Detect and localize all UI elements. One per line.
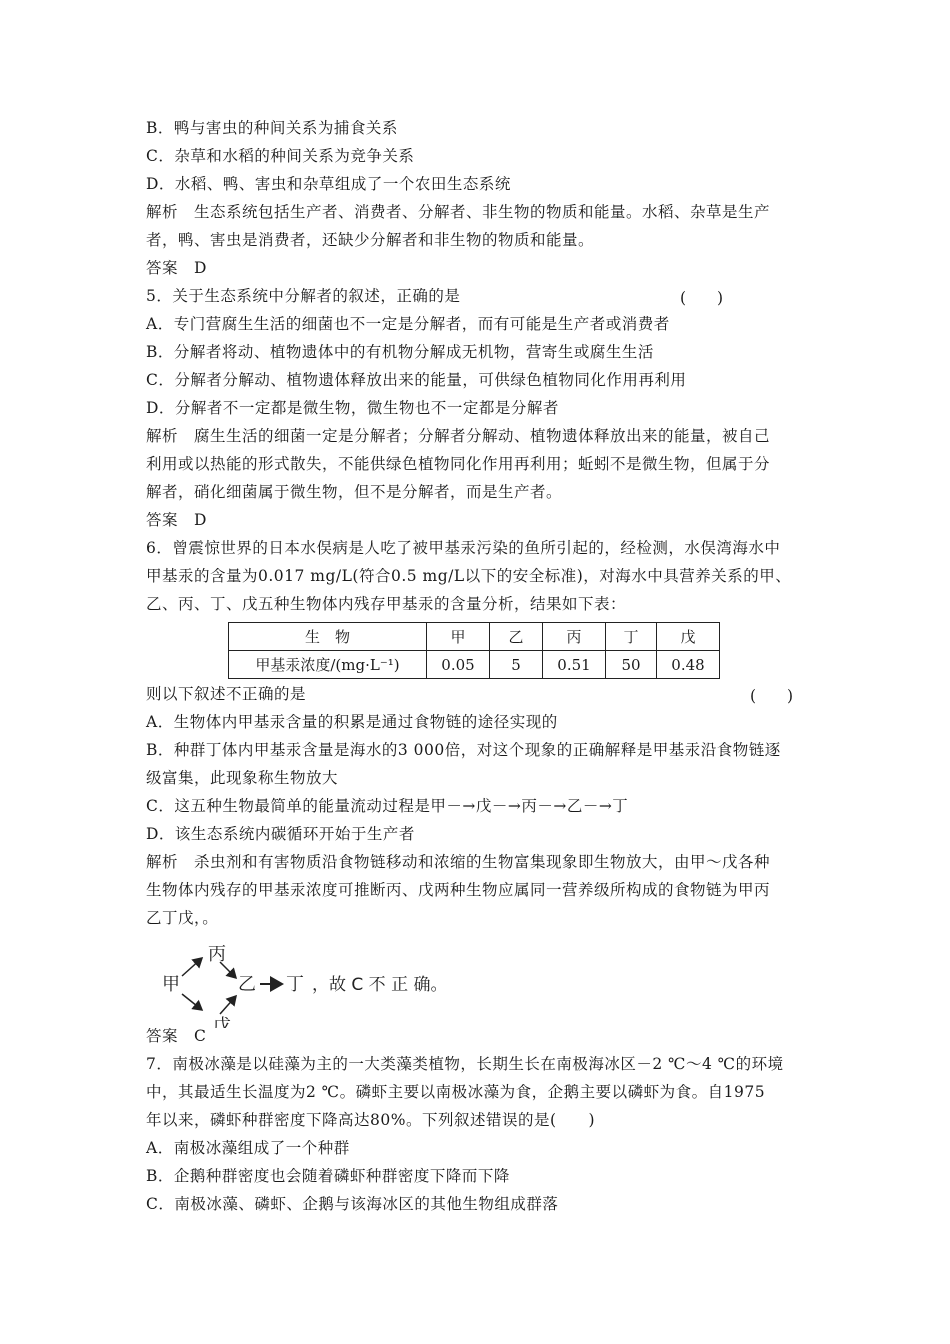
analysis-q4-line2: 者，鸭、害虫是消费者，还缺少分解者和非生物的物质和能量。 <box>146 231 595 249</box>
food-chain-diagram <box>156 928 456 1028</box>
analysis-q5-line3: 解者，硝化细菌属于微生物，但不是分解者，而是生产者。 <box>146 483 563 501</box>
table-cell: 丙 <box>543 623 606 651</box>
node-ding: 丁 <box>286 974 304 995</box>
question-7-line2: 中，其最适生长温度为2 ℃。磷虾主要以南极冰藻为食，企鹅主要以磷虾为食。自1975 <box>146 1083 766 1101</box>
table-cell: 0.51 <box>543 651 606 679</box>
node-wu-partial: 戊 <box>213 1016 231 1028</box>
option-c-q4: C．杂草和水稻的种间关系为竞争关系 <box>146 147 415 165</box>
table-cell: 甲基汞浓度/(mg·L⁻¹) <box>229 651 427 679</box>
analysis-q6-line3: 乙丁戊，。 <box>146 909 219 927</box>
question-6-line3: 乙、丙、丁、戊五种生物体内残存甲基汞的含量分析，结果如下表： <box>146 595 627 613</box>
analysis-q4-line1: 解析 生态系统包括生产者、消费者、分解者、非生物的物质和能量。水稻、杂草是生产 <box>146 203 771 221</box>
answer-q5: 答案 D <box>146 511 207 529</box>
answer-q4: 答案 D <box>146 259 207 277</box>
table-cell: 丁 <box>606 623 657 651</box>
analysis-q5-line1: 解析 腐生生活的细菌一定是分解者；分解者分解动、植物遗体释放出来的能量，被自己 <box>146 427 771 445</box>
analysis-q6-line1: 解析 杀虫剂和有害物质沿食物链移动和浓缩的生物富集现象即生物放大，由甲～戊各种 <box>146 853 771 871</box>
option-d-q6: D．该生态系统内碳循环开始于生产者 <box>146 825 415 843</box>
analysis-q6-line2: 生物体内残存的甲基汞浓度可推断丙、戊两种生物应属同一营养级所构成的食物链为甲丙 <box>146 881 771 899</box>
arrow-bing-yi <box>220 962 236 978</box>
table-cell: 50 <box>606 651 657 679</box>
arrow-jia-wu <box>182 994 202 1010</box>
question-6-line1: 6．曾震惊世界的日本水俣病是人吃了被甲基汞污染的鱼所引起的，经检测，水俣湾海水中 <box>146 539 781 557</box>
table-cell: 0.48 <box>657 651 720 679</box>
answer-paren-q5: ( ) <box>680 289 724 307</box>
node-jia: 甲 <box>162 974 180 995</box>
option-c-q5: C．分解者分解动、植物遗体释放出来的能量，可供绿色植物同化作用再利用 <box>146 371 687 389</box>
question-7-line3: 年以来，磷虾种群密度下降高达80%。下列叙述错误的是( ) <box>146 1111 596 1129</box>
option-a-q7: A．南极冰藻组成了一个种群 <box>146 1139 350 1157</box>
table-cell: 0.05 <box>427 651 490 679</box>
option-b-q6-line1: B．种群丁体内甲基汞含量是海水的3 000倍，对这个现象的正确解释是甲基汞沿食物链逐 <box>146 741 781 759</box>
arrow-wu-yi <box>220 996 236 1014</box>
node-yi: 乙 <box>238 974 256 995</box>
food-chain-svg <box>156 928 456 1028</box>
table-cell: 甲 <box>427 623 490 651</box>
option-d-q4: D．水稻、鸭、害虫和杂草组成了一个农田生态系统 <box>146 175 511 193</box>
option-a-q6: A．生物体内甲基汞含量的积累是通过食物链的途径实现的 <box>146 713 558 731</box>
option-b-q6-line2: 级富集，此现象称生物放大 <box>146 769 339 787</box>
table-cell: 乙 <box>490 623 543 651</box>
table-header-row <box>229 623 720 651</box>
arrow-jia-bing <box>182 958 202 976</box>
diagram-caption: ，故 C 不 正 确。 <box>312 975 448 995</box>
table-cell: 5 <box>490 651 543 679</box>
option-b-q7: B．企鹅种群密度也会随着磷虾种群密度下降而下降 <box>146 1167 510 1185</box>
table-row <box>229 651 720 679</box>
question-6-prompt: 则以下叙述不正确的是 <box>146 685 307 703</box>
option-c-q6: C．这五种生物最简单的能量流动过程是甲－→戊－→丙－→乙－→丁 <box>146 797 629 815</box>
option-b-q5: B．分解者将动、植物遗体中的有机物分解成无机物，营寄生或腐生生活 <box>146 343 654 361</box>
table-cell: 生 物 <box>229 623 427 651</box>
answer-q6: 答案 C <box>146 1027 207 1045</box>
answer-paren-q6: ( ) <box>750 687 794 705</box>
option-d-q5: D．分解者不一定都是微生物，微生物也不一定都是分解者 <box>146 399 559 417</box>
question-7-line1: 7．南极冰藻是以硅藻为主的一大类藻类植物，长期生长在南极海冰区－2 ℃～4 ℃的环境 <box>146 1055 784 1073</box>
option-c-q7: C．南极冰藻、磷虾、企鹅与该海冰区的其他生物组成群落 <box>146 1195 559 1213</box>
option-a-q5: A．专门营腐生生活的细菌也不一定是分解者，而有可能是生产者或消费者 <box>146 315 670 333</box>
table-cell: 戊 <box>657 623 720 651</box>
option-b-q4: B．鸭与害虫的种间关系为捕食关系 <box>146 119 398 137</box>
node-bing: 丙 <box>208 944 226 965</box>
methylmercury-table <box>228 622 720 679</box>
question-5-stem: 5．关于生态系统中分解者的叙述，正确的是 <box>146 287 461 305</box>
question-6-line2: 甲基汞的含量为0.017 mg/L(符合0.5 mg/L以下的安全标准)，对海水中具营养关系的甲、 <box>146 567 792 585</box>
analysis-q5-line2: 利用或以热能的形式散失，不能供绿色植物同化作用再利用；蚯蚓不是微生物，但属于分 <box>146 455 771 473</box>
